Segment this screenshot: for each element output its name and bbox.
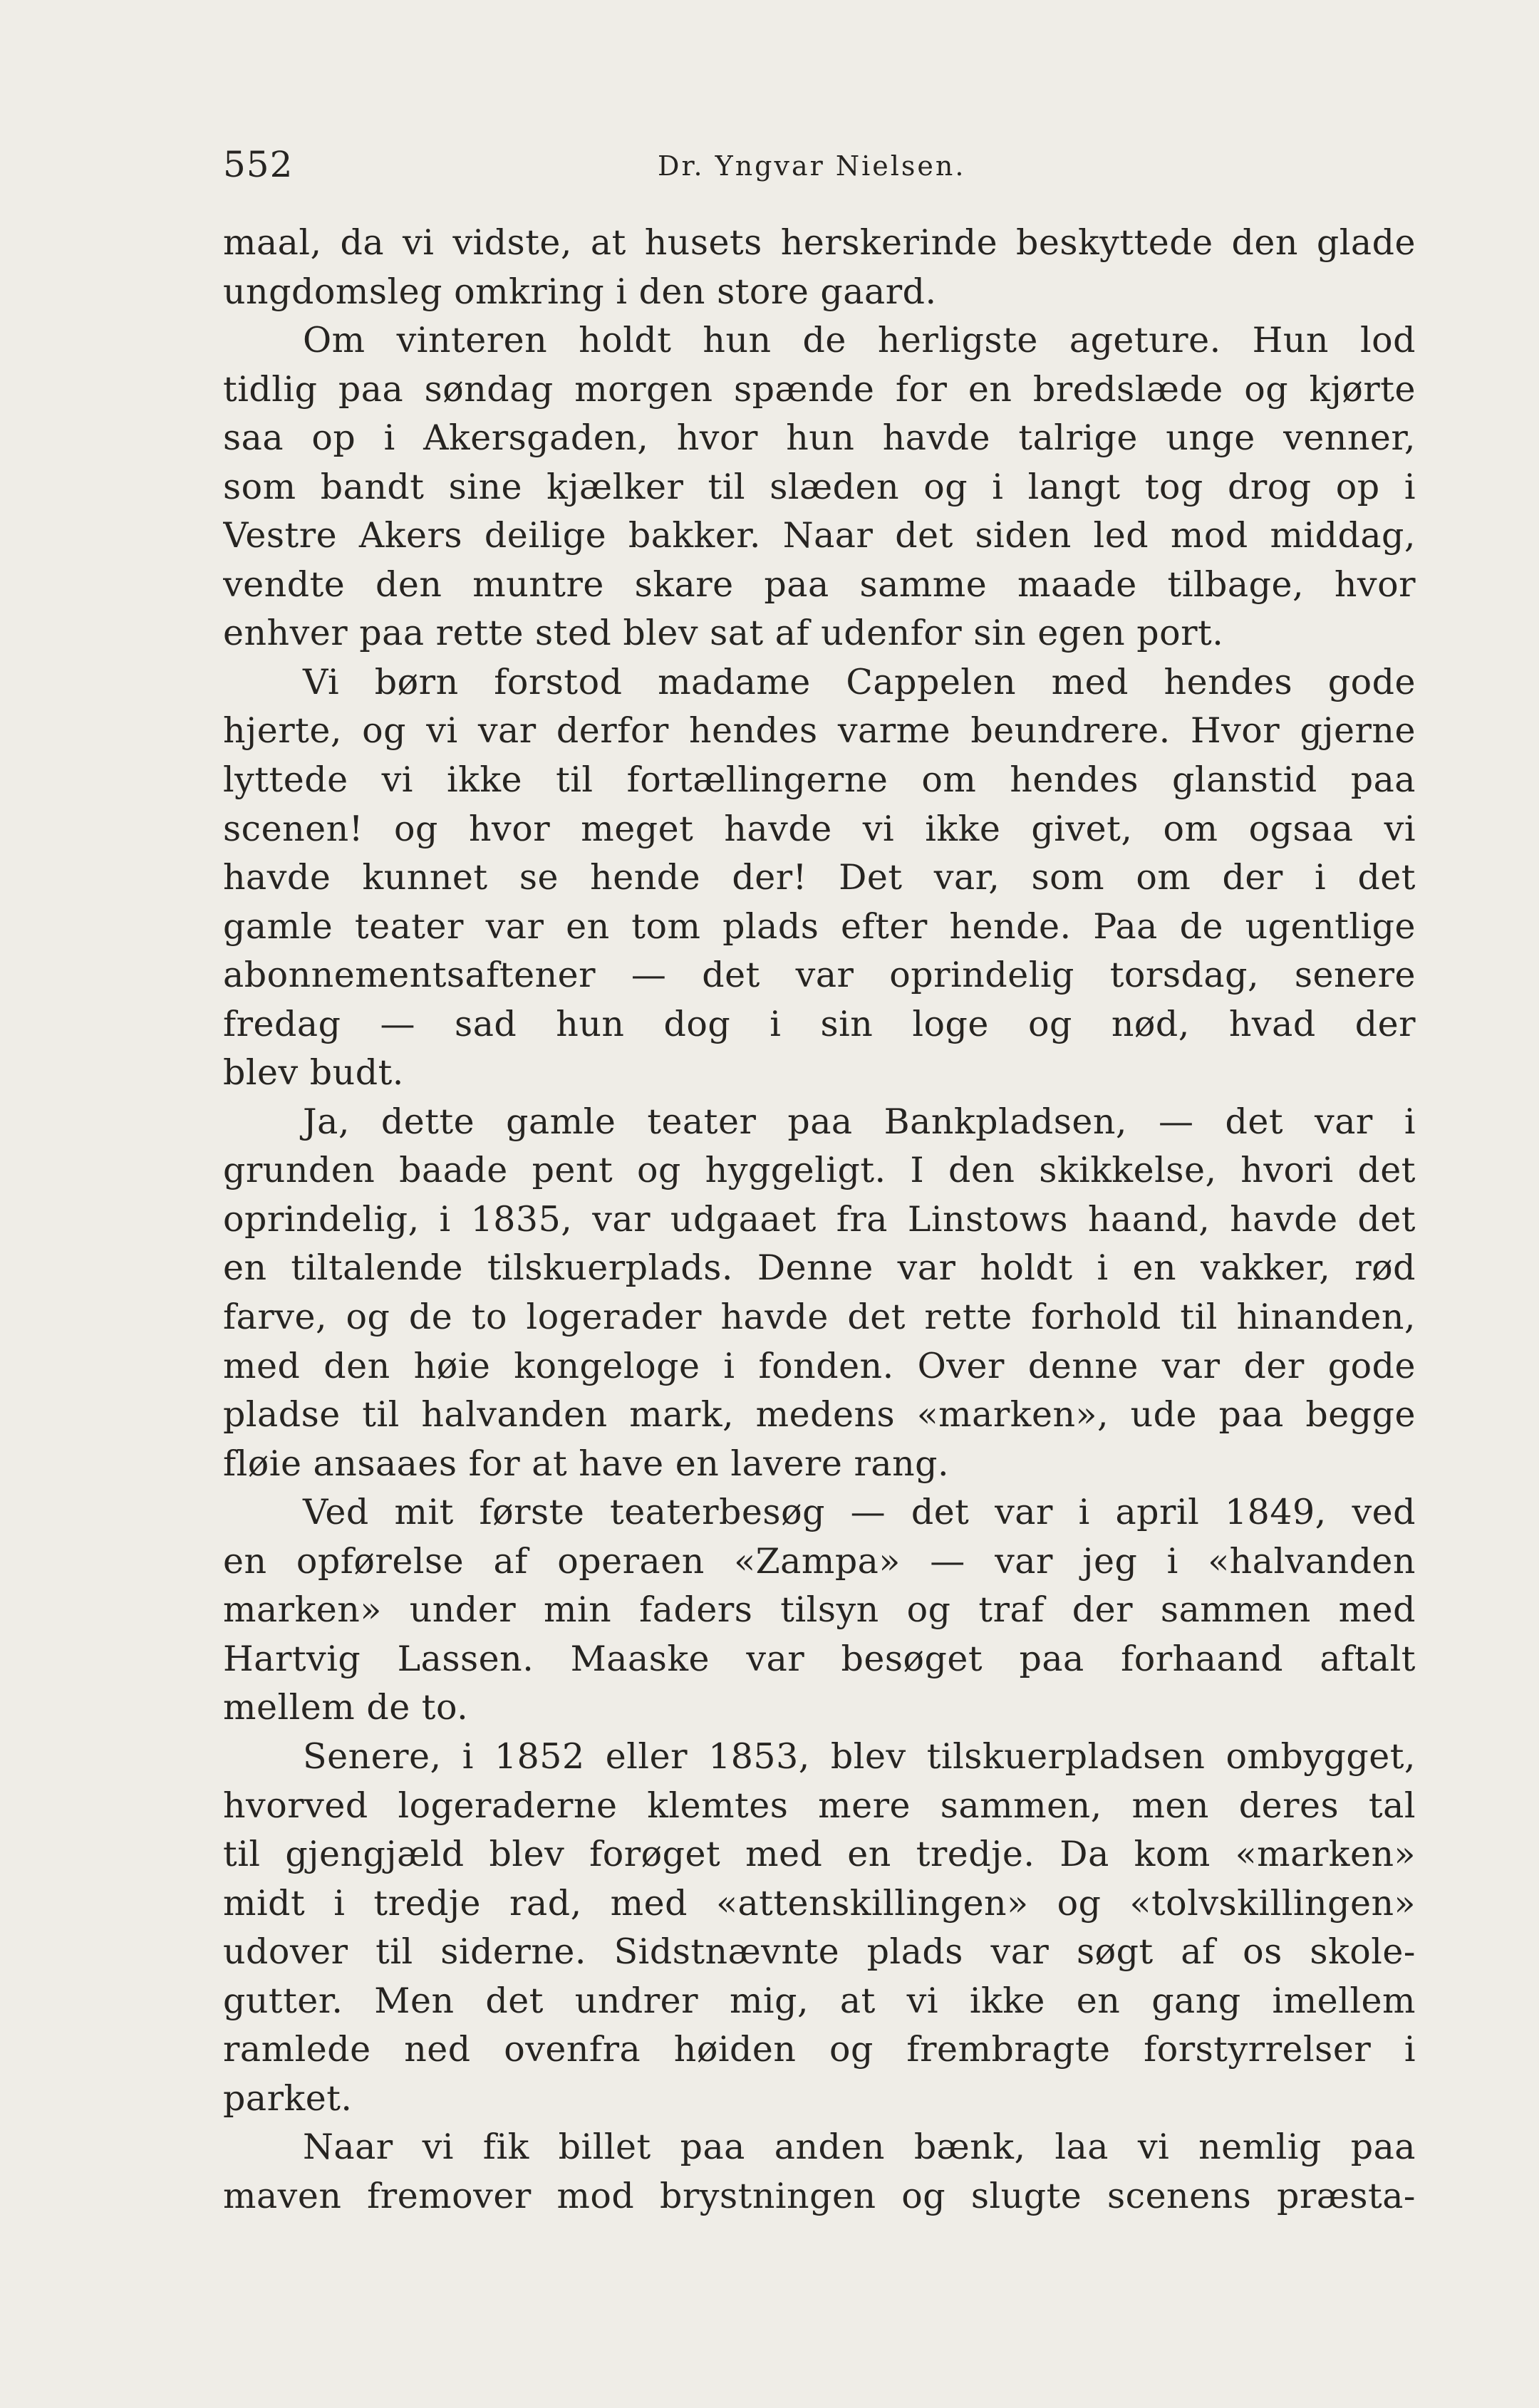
text-line: farve, og de to logerader havde det rette forhold til hinanden, (223, 1297, 1416, 1338)
text-line: grunden baade pent og hyggeligt. I den skikkelse, hvori det (223, 1150, 1416, 1191)
text-line: vendte den muntre skare paa samme maade tilbage, hvor (223, 564, 1416, 605)
text-line: midt i tredje rad, med «attenskillingen» og «tolvskillingen» (223, 1882, 1416, 1924)
text-line: scenen! og hvor meget havde vi ikke givet, om ogsaa vi (223, 808, 1416, 849)
text-line: en tiltalende tilskuerplads. Denne var holdt i en vakker, rød (223, 1247, 1416, 1289)
text-line: Vi børn forstod madame Cappelen med hendes gode (303, 661, 1416, 702)
text-line: en opførelse af operaen «Zampa» — var jeg i «halvanden (223, 1540, 1416, 1582)
text-line: fredag — sad hun dog i sin loge og nød, hvad der (223, 1003, 1416, 1044)
text-line: oprindelig, i 1835, var udgaaet fra Linstows haand, havde det (223, 1198, 1416, 1240)
text-line: som bandt sine kjælker til slæden og i langt tog drog op i (223, 466, 1416, 507)
text-line: saa op i Akersgaden, hvor hun havde talrige unge venner, (223, 417, 1416, 459)
text-line: udover til siderne. Sidstnævnte plads var søgt af os skole- (223, 1931, 1416, 1973)
text-line: gutter. Men det undrer mig, at vi ikke en gang imellem (223, 1980, 1416, 2021)
text-line: fløie ansaaes for at have en lavere rang. (223, 1443, 950, 1484)
text-line: lyttede vi ikke til fortællingerne om hendes glanstid paa (223, 759, 1416, 801)
text-line: med den høie kongeloge i fonden. Over denne var der gode (223, 1345, 1416, 1386)
text-line: maal, da vi vidste, at husets herskerinde beskyttede den glade (223, 222, 1416, 263)
text-line: pladse til halvanden mark, medens «marken», ude paa begge (223, 1394, 1416, 1436)
text-line: blev budt. (223, 1052, 404, 1094)
body-text (223, 219, 1416, 2221)
page-header (223, 140, 1416, 190)
text-line: gamle teater var en tom plads efter hende. Paa de ugentlige (223, 905, 1416, 947)
text-line: parket. (223, 2077, 353, 2119)
text-line: havde kunnet se hende der! Det var, som om der i det (223, 857, 1416, 898)
text-line: Senere, i 1852 eller 1853, blev tilskuerpladsen ombygget, (303, 1735, 1416, 1777)
text-line: Ja, dette gamle teater paa Bankpladsen, — det var i (303, 1101, 1416, 1142)
text-line: tidlig paa søndag morgen spænde for en bredslæde og kjørte (223, 368, 1416, 410)
text-line: ungdomsleg omkring i den store gaard. (223, 271, 937, 312)
text-line: ramlede ned ovenfra høiden og frembragte forstyrrelser i (223, 2029, 1416, 2070)
text-line: Vestre Akers deilige bakker. Naar det siden led mod middag, (223, 515, 1416, 556)
text-line: abonnementsaftener — det var oprindelig torsdag, senere (223, 955, 1416, 996)
text-line: Hartvig Lassen. Maaske var besøget paa forhaand aftalt (223, 1638, 1416, 1679)
text-line: Ved mit første teaterbesøg — det var i april 1849, ved (303, 1492, 1416, 1533)
text-line: hjerte, og vi var derfor hendes varme beundrere. Hvor gjerne (223, 710, 1416, 752)
text-line: maven fremover mod brystningen og slugte scenens præsta- (223, 2175, 1416, 2216)
text-line: Om vinteren holdt hun de herligste ageture. Hun lod (303, 320, 1416, 361)
text-line: enhver paa rette sted blev sat af udenfor sin egen port. (223, 613, 1224, 654)
text-line: hvorved logeraderne klemtes mere sammen, men deres tal (223, 1785, 1416, 1826)
text-line: Naar vi fik billet paa anden bænk, laa vi nemlig paa (303, 2127, 1416, 2168)
text-line: til gjengjæld blev forøget med en tredje. Da kom «marken» (223, 1834, 1416, 1875)
page-number: 552 (223, 144, 294, 185)
text-line: marken» under min faders tilsyn og traf der sammen med (223, 1589, 1416, 1631)
running-head: Dr. Yngvar Nielsen. (658, 150, 966, 182)
text-line: mellem de to. (223, 1687, 469, 1728)
